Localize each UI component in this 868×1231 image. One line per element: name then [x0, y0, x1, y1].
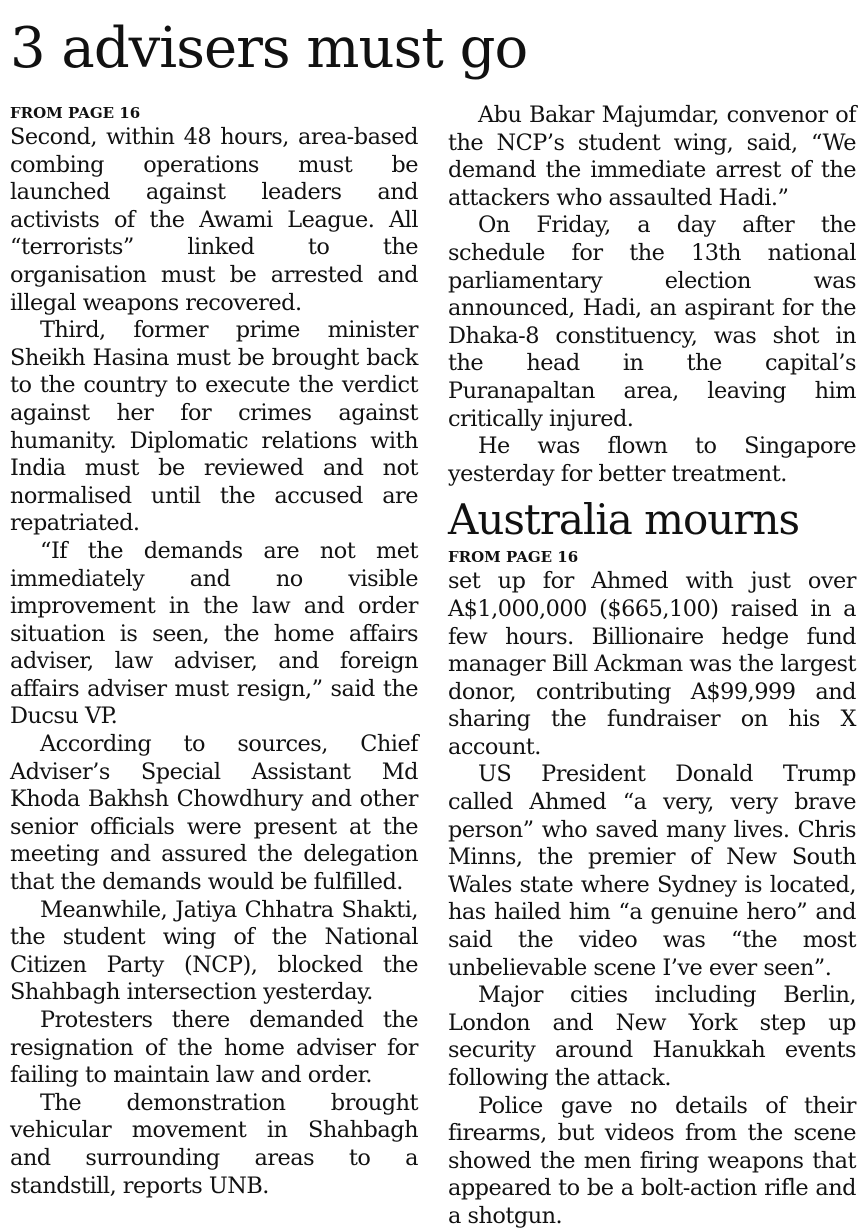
body-paragraph: Second, within 48 hours, area-based combing operations must be launched against leaders and activists of the Awami League. All “terrorists” linked to the organisation must be arrested and illegal weapons recovered. — [10, 124, 418, 316]
story-headline: 3 advisers must go — [10, 16, 528, 81]
body-paragraph: The demonstration brought vehicular movement in Shahbagh and surrounding areas to a standstill, reports UNB. — [10, 1089, 418, 1199]
body-paragraph: On Friday, a day after the schedule for the 13th national parliamentary election was announced, Hadi, an aspirant for the Dhaka-8 constituency, was shot in the head in the capital’s Puranapaltan area, leaving him critically injured. — [448, 212, 856, 432]
body-paragraph: Abu Bakar Majumdar, convenor of the NCP’s student wing, said, “We demand the immediate arrest of the attackers who assaulted Hadi.” — [448, 102, 856, 211]
body-paragraph: Police gave no details of their firearms, but videos from the scene showed the men firing weapons that appeared to be a bolt-action rifle and a shotgun. — [448, 1092, 856, 1229]
body-paragraph: Third, former prime minister Sheikh Hasina must be brought back to the country to execute the verdict against her for crimes against humanity. Diplomatic relations with India must be reviewed and not normalised until the accused are repatriated. — [10, 317, 418, 537]
body-paragraph: “If the demands are not met immediately and no visible improvement in the law and order situation is seen, the home affairs adviser, law adviser, and foreign affairs adviser must resign,” said the Ducsu VP. — [10, 537, 418, 730]
body-paragraph: set up for Ahmed with just over A$1,000,000 ($665,100) raised in a few hours. Billionaire hedge fund manager Bill Ackman was the largest donor, contributing A$99,999 and sharing the fundraiser on his X account. — [448, 568, 856, 760]
body-paragraph: According to sources, Chief Adviser’s Special Assistant Md Khoda Bakhsh Chowdhury and other senior officials were present at the meeting and assured the delegation that the demands would be fulfilled. — [10, 731, 418, 896]
right-column — [448, 102, 856, 1231]
continuation-kicker: FROM PAGE 16 — [10, 104, 141, 122]
body-paragraph: Protesters there demanded the resignation of the home adviser for failing to maintain law and order. — [10, 1007, 418, 1089]
continuation-kicker: FROM PAGE 16 — [448, 548, 579, 567]
body-paragraph: Meanwhile, Jatiya Chhatra Shakti, the student wing of the National Citizen Party (NCP), blocked the Shahbagh intersection yesterday. — [10, 896, 418, 1006]
second-story-headline: Australia mourns — [448, 495, 800, 545]
body-paragraph: He was flown to Singapore yesterday for better treatment. — [448, 433, 856, 487]
left-column — [10, 102, 418, 1200]
body-paragraph: US President Donald Trump called Ahmed “a very, very brave person” who saved many lives. Chris Minns, the premier of New South Wales state where Sydney is located, has hailed him “a genuine hero” and said the video was “the most unbelievable scene I’ve ever seen”. — [448, 761, 856, 981]
body-paragraph: Major cities including Berlin, London and New York step up security around Hanukkah events following the attack. — [448, 982, 856, 1091]
